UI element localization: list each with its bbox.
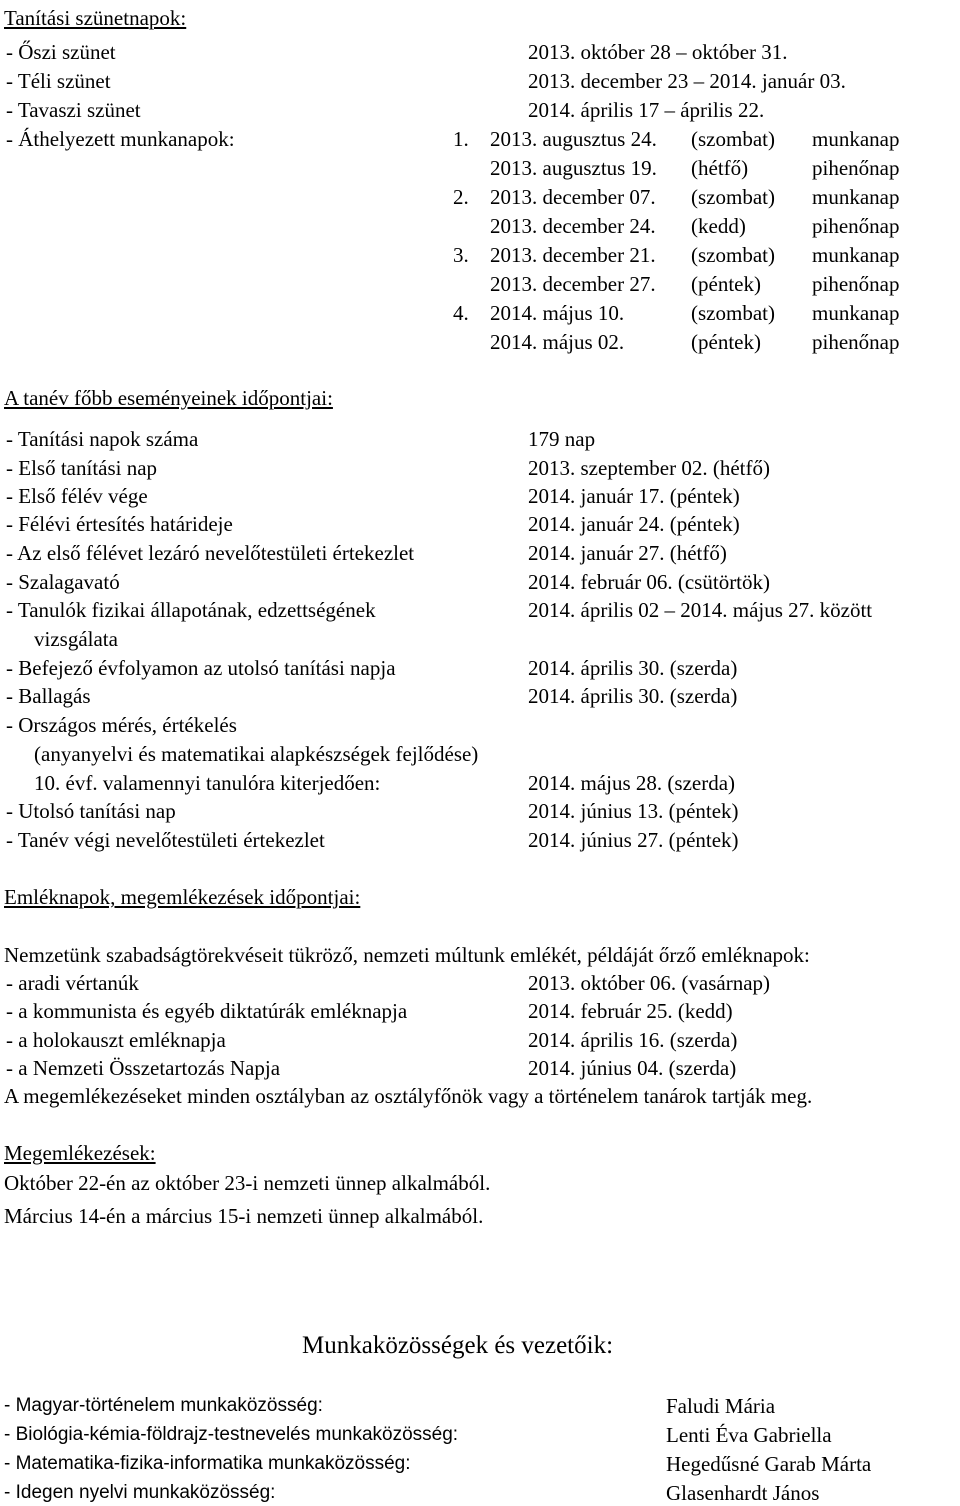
- workgroup-label: - Biológia-kémia-földrajz-testnevelés munkaközösség:: [4, 1424, 459, 1445]
- break-date: 2013. december 23 – 2014. január 03.: [528, 69, 846, 93]
- event-label: - Tanév végi nevelőtestületi értekezlet: [6, 828, 325, 852]
- moved-date: 2013. december 21.: [490, 243, 656, 267]
- moved-day: (szombat): [691, 243, 775, 267]
- moved-num: 3.: [453, 243, 469, 267]
- event-label: - Szalagavató: [6, 570, 120, 594]
- moved-day: (szombat): [691, 301, 775, 325]
- event-value: 2014. június 13. (péntek): [528, 799, 739, 823]
- event-value: 2014. január 24. (péntek): [528, 512, 740, 536]
- memorial-value: 2014. április 16. (szerda): [528, 1028, 738, 1052]
- event-value: 2014. április 30. (szerda): [528, 656, 738, 680]
- event-value: 2014. január 27. (hétfő): [528, 541, 727, 565]
- commemorations-title: Megemlékezések:: [4, 1141, 156, 1165]
- moved-kind: munkanap: [812, 243, 900, 267]
- memorial-value: 2014. február 25. (kedd): [528, 999, 733, 1023]
- moved-day: (hétfő): [691, 156, 749, 180]
- event-value: 179 nap: [528, 427, 596, 451]
- event-value: 2014. január 17. (péntek): [528, 484, 740, 508]
- event-value: 2014. május 28. (szerda): [528, 771, 736, 795]
- event-label: - Félévi értesítés határideje: [6, 512, 233, 536]
- memorial-label: - a holokauszt emléknapja: [6, 1028, 226, 1052]
- moved-date: 2014. május 02.: [490, 330, 625, 354]
- moved-kind: munkanap: [812, 301, 900, 325]
- event-value: 2014. június 27. (péntek): [528, 828, 739, 852]
- event-label: - Tanulók fizikai állapotának, edzettségének: [6, 598, 376, 622]
- workgroup-leader: Glasenhardt János: [666, 1481, 820, 1505]
- event-label: - Országos mérés, értékelés: [6, 713, 237, 737]
- workgroups-title: Munkaközösségek és vezetőik:: [302, 1332, 614, 1359]
- event-label: - Tanítási napok száma: [6, 427, 199, 451]
- moved-date: 2013. augusztus 19.: [490, 156, 657, 180]
- moved-day: (szombat): [691, 185, 775, 209]
- commemoration-line: Október 22-én az október 23-i nemzeti ünnep alkalmából.: [4, 1171, 491, 1195]
- moved-num: 1.: [453, 127, 469, 151]
- break-date: 2013. október 28 – október 31.: [528, 40, 788, 64]
- workgroup-leader: Lenti Éva Gabriella: [666, 1423, 832, 1447]
- moved-day: (szombat): [691, 127, 775, 151]
- moved-kind: pihenőnap: [812, 156, 900, 180]
- break-label: - Őszi szünet: [6, 40, 116, 64]
- event-value: 2014. április 30. (szerda): [528, 684, 738, 708]
- moved-date: 2013. december 24.: [490, 214, 656, 238]
- commemoration-line: Március 14-én a március 15-i nemzeti ünnep alkalmából.: [4, 1204, 484, 1228]
- moved-kind: pihenőnap: [812, 272, 900, 296]
- event-label: - Első tanítási nap: [6, 456, 158, 480]
- moved-kind: munkanap: [812, 127, 900, 151]
- moved-day: (péntek): [691, 272, 761, 296]
- memorial-value: 2013. október 06. (vasárnap): [528, 971, 771, 995]
- memorial-value: 2014. június 04. (szerda): [528, 1056, 737, 1080]
- break-label: - Tavaszi szünet: [6, 98, 141, 122]
- moved-day: (péntek): [691, 330, 761, 354]
- moved-kind: pihenőnap: [812, 214, 900, 238]
- moved-date: 2014. május 10.: [490, 301, 625, 325]
- event-value: 2014. február 06. (csütörtök): [528, 570, 771, 594]
- moved-date: 2013. augusztus 24.: [490, 127, 657, 151]
- memorial-intro: Nemzetünk szabadságtörekvéseit tükröző, nemzeti múltunk emlékét, példáját őrző emléknapok:: [4, 943, 810, 967]
- breaks-title: Tanítási szünetnapok:: [4, 6, 187, 30]
- moved-num: 4.: [453, 301, 469, 325]
- memorial-title: Emléknapok, megemlékezések időpontjai:: [4, 885, 361, 909]
- event-label: 10. évf. valamennyi tanulóra kiterjedően:: [34, 771, 381, 795]
- event-label: (anyanyelvi és matematikai alapkészségek fejlődése): [34, 742, 479, 766]
- memorial-label: - aradi vértanúk: [6, 971, 139, 995]
- event-label: - Ballagás: [6, 684, 91, 708]
- workgroup-label: - Magyar-történelem munkaközösség:: [4, 1395, 323, 1416]
- workgroup-leader: Hegedűsné Garab Márta: [666, 1452, 872, 1476]
- event-label: - Befejező évfolyamon az utolsó tanítási napja: [6, 656, 396, 680]
- workgroup-label: - Idegen nyelvi munkaközösség:: [4, 1482, 276, 1503]
- memorial-label: - a Nemzeti Összetartozás Napja: [6, 1056, 281, 1080]
- event-value: 2014. április 02 – 2014. május 27. között: [528, 598, 873, 622]
- moved-kind: munkanap: [812, 185, 900, 209]
- event-label: vizsgálata: [34, 627, 118, 651]
- memorial-label: - a kommunista és egyéb diktatúrák emléknapja: [6, 999, 408, 1023]
- moved-days-label: - Áthelyezett munkanapok:: [6, 127, 235, 151]
- workgroup-leader: Faludi Mária: [666, 1394, 776, 1418]
- break-label: - Téli szünet: [6, 69, 111, 93]
- events-title: A tanév főbb eseményeinek időpontjai:: [4, 386, 333, 410]
- moved-num: 2.: [453, 185, 469, 209]
- workgroup-label: - Matematika-fizika-informatika munkaközösség:: [4, 1453, 411, 1474]
- event-label: - Utolsó tanítási nap: [6, 799, 176, 823]
- event-label: - Az első félévet lezáró nevelőtestületi értekezlet: [6, 541, 415, 565]
- event-value: 2013. szeptember 02. (hétfő): [528, 456, 771, 480]
- event-label: - Első félév vége: [6, 484, 148, 508]
- moved-kind: pihenőnap: [812, 330, 900, 354]
- break-date: 2014. április 17 – április 22.: [528, 98, 765, 122]
- moved-date: 2013. december 07.: [490, 185, 656, 209]
- moved-day: (kedd): [691, 214, 746, 238]
- moved-date: 2013. december 27.: [490, 272, 656, 296]
- memorial-note: A megemlékezéseket minden osztályban az osztályfőnök vagy a történelem tanárok tartják meg.: [4, 1084, 813, 1108]
